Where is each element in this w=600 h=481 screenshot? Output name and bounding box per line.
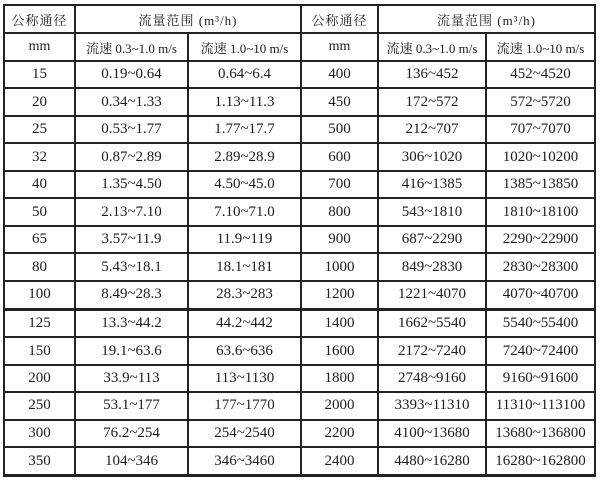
table-row	[4, 198, 595, 225]
flow-low-cell-left: 0.87~2.89	[75, 143, 188, 170]
diameter-cell-left: 100	[4, 281, 75, 309]
flow-low-cell-right: 687~2290	[378, 226, 486, 253]
velocity-low-header-left: 流速 0.3~1.0 m/s	[75, 33, 188, 61]
diameter-cell-right: 1000	[301, 253, 378, 280]
diameter-cell-right: 2000	[301, 392, 378, 419]
flow-low-cell-left: 76.2~254	[75, 420, 188, 447]
flow-high-cell-left: 44.2~442	[188, 309, 301, 337]
flow-high-cell-right: 1020~10200	[486, 143, 595, 170]
flow-low-cell-left: 53.1~177	[75, 392, 188, 419]
flow-high-cell-left: 0.64~6.4	[188, 61, 301, 88]
diameter-cell-left: 15	[4, 61, 75, 88]
velocity-low-header-right: 流速 0.3~1.0 m/s	[378, 33, 486, 61]
flow-low-cell-left: 33.9~113	[75, 365, 188, 392]
diameter-cell-right: 800	[301, 198, 378, 225]
table-row	[4, 420, 595, 447]
table-row	[4, 253, 595, 280]
flow-low-cell-right: 543~1810	[378, 198, 486, 225]
flow-low-cell-left: 19.1~63.6	[75, 337, 188, 364]
table-row	[4, 143, 595, 170]
diameter-header-left: 公称通径	[4, 5, 75, 33]
diameter-cell-left: 65	[4, 226, 75, 253]
flow-low-cell-left: 3.57~11.9	[75, 226, 188, 253]
diameter-cell-right: 500	[301, 116, 378, 143]
diameter-cell-right: 450	[301, 88, 378, 115]
diameter-cell-right: 1400	[301, 309, 378, 337]
flow-low-cell-left: 1.35~4.50	[75, 171, 188, 198]
flow-high-cell-right: 13680~136800	[486, 420, 595, 447]
diameter-cell-right: 700	[301, 171, 378, 198]
diameter-cell-right: 2400	[301, 447, 378, 475]
flow-high-cell-right: 2290~22900	[486, 226, 595, 253]
diameter-cell-left: 350	[4, 447, 75, 475]
flow-range-table	[3, 4, 596, 477]
table-row	[4, 281, 595, 309]
flow-high-cell-left: 28.3~283	[188, 281, 301, 309]
diameter-cell-left: 32	[4, 143, 75, 170]
diameter-cell-left: 300	[4, 420, 75, 447]
table-row	[4, 392, 595, 419]
flow-high-cell-right: 707~7070	[486, 116, 595, 143]
header-row-sub	[4, 33, 595, 61]
flow-high-cell-left: 4.50~45.0	[188, 171, 301, 198]
flow-low-cell-right: 306~1020	[378, 143, 486, 170]
flow-low-cell-left: 104~346	[75, 447, 188, 475]
flow-high-cell-right: 5540~55400	[486, 309, 595, 337]
flow-high-cell-right: 452~4520	[486, 61, 595, 88]
flow-range-header-left: 流量范围 (m³/h)	[75, 5, 301, 33]
flow-high-cell-left: 7.10~71.0	[188, 198, 301, 225]
flow-high-cell-right: 4070~40700	[486, 281, 595, 309]
flow-high-cell-left: 113~1130	[188, 365, 301, 392]
flow-high-cell-right: 7240~72400	[486, 337, 595, 364]
flow-high-cell-left: 254~2540	[188, 420, 301, 447]
flow-low-cell-left: 8.49~28.3	[75, 281, 188, 309]
velocity-high-header-right: 流速 1.0~10 m/s	[486, 33, 595, 61]
flow-high-cell-right: 16280~162800	[486, 447, 595, 475]
diameter-cell-right: 600	[301, 143, 378, 170]
diameter-cell-left: 150	[4, 337, 75, 364]
diameter-cell-left: 40	[4, 171, 75, 198]
table-row	[4, 116, 595, 143]
diameter-cell-right: 900	[301, 226, 378, 253]
flow-low-cell-right: 4100~13680	[378, 420, 486, 447]
flow-low-cell-left: 13.3~44.2	[75, 309, 188, 337]
flow-high-cell-left: 63.6~636	[188, 337, 301, 364]
flow-low-cell-left: 2.13~7.10	[75, 198, 188, 225]
flow-low-cell-left: 0.19~0.64	[75, 61, 188, 88]
table-body	[4, 61, 595, 476]
diameter-cell-right: 1200	[301, 281, 378, 309]
diameter-cell-left: 125	[4, 309, 75, 337]
flow-high-cell-right: 11310~113100	[486, 392, 595, 419]
flow-high-cell-left: 11.9~119	[188, 226, 301, 253]
flow-range-header-right: 流量范围 (m³/h)	[378, 5, 595, 33]
diameter-cell-left: 250	[4, 392, 75, 419]
unit-header-left: mm	[4, 33, 75, 61]
table-row	[4, 337, 595, 364]
diameter-cell-left: 20	[4, 88, 75, 115]
header-row-main	[4, 5, 595, 33]
flow-high-cell-right: 572~5720	[486, 88, 595, 115]
flow-high-cell-left: 2.89~28.9	[188, 143, 301, 170]
flow-low-cell-right: 849~2830	[378, 253, 486, 280]
diameter-header-right: 公称通径	[301, 5, 378, 33]
flow-low-cell-right: 136~452	[378, 61, 486, 88]
diameter-cell-left: 50	[4, 198, 75, 225]
flow-low-cell-left: 0.34~1.33	[75, 88, 188, 115]
flow-high-cell-left: 1.77~17.7	[188, 116, 301, 143]
flow-low-cell-left: 0.53~1.77	[75, 116, 188, 143]
flow-high-cell-left: 1.13~11.3	[188, 88, 301, 115]
flow-high-cell-right: 9160~91600	[486, 365, 595, 392]
table-row	[4, 88, 595, 115]
flow-high-cell-right: 2830~28300	[486, 253, 595, 280]
flow-high-cell-left: 18.1~181	[188, 253, 301, 280]
table-header	[4, 5, 595, 61]
flow-high-cell-right: 1810~18100	[486, 198, 595, 225]
diameter-cell-right: 1600	[301, 337, 378, 364]
table-row	[4, 365, 595, 392]
table-row	[4, 61, 595, 88]
diameter-cell-left: 80	[4, 253, 75, 280]
table-row	[4, 309, 595, 337]
table-row	[4, 171, 595, 198]
flow-high-cell-right: 1385~13850	[486, 171, 595, 198]
flow-low-cell-right: 4480~16280	[378, 447, 486, 475]
flow-low-cell-right: 1221~4070	[378, 281, 486, 309]
diameter-cell-left: 25	[4, 116, 75, 143]
unit-header-right: mm	[301, 33, 378, 61]
flow-low-cell-left: 5.43~18.1	[75, 253, 188, 280]
flow-low-cell-right: 1662~5540	[378, 309, 486, 337]
diameter-cell-left: 200	[4, 365, 75, 392]
diameter-cell-right: 400	[301, 61, 378, 88]
table-row	[4, 226, 595, 253]
velocity-high-header-left: 流速 1.0~10 m/s	[188, 33, 301, 61]
table-row	[4, 447, 595, 475]
flow-low-cell-right: 172~572	[378, 88, 486, 115]
diameter-cell-right: 2200	[301, 420, 378, 447]
flow-high-cell-left: 177~1770	[188, 392, 301, 419]
flow-low-cell-right: 212~707	[378, 116, 486, 143]
diameter-cell-right: 1800	[301, 365, 378, 392]
flow-low-cell-right: 3393~11310	[378, 392, 486, 419]
flow-high-cell-left: 346~3460	[188, 447, 301, 475]
flow-low-cell-right: 2748~9160	[378, 365, 486, 392]
flow-low-cell-right: 416~1385	[378, 171, 486, 198]
flow-low-cell-right: 2172~7240	[378, 337, 486, 364]
